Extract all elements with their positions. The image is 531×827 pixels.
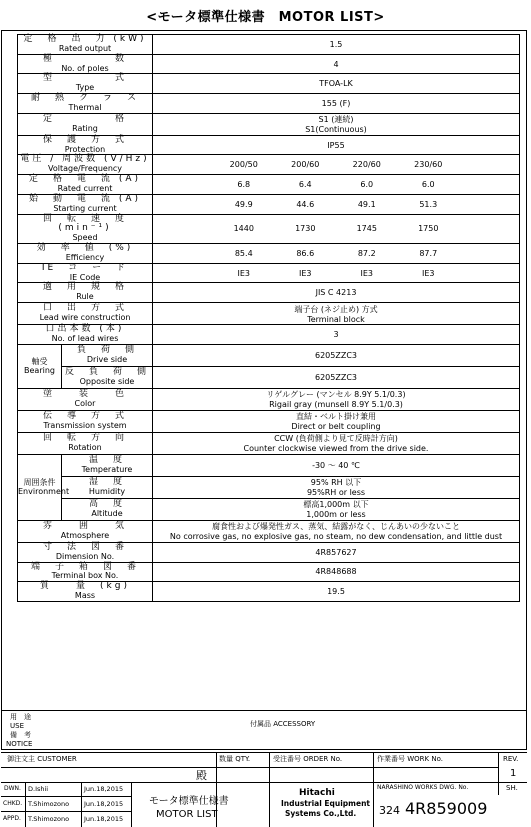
dwn-label: DWN. — [4, 785, 21, 792]
label-en: No. of poles — [61, 63, 109, 73]
value-text: リゲルグレー (マンセル 8.9Y 5.1/0.3) — [266, 390, 406, 400]
row-label — [18, 94, 153, 114]
group-label — [18, 344, 62, 388]
dwn-date: Jun.18,2015 — [84, 785, 124, 793]
value-cell: 220/60 — [352, 160, 381, 170]
row-label — [62, 366, 153, 388]
row-label — [18, 432, 153, 454]
value-text: 端子台 (ネジ止め) 方式 — [294, 304, 378, 314]
value-cell: 6.0 — [421, 179, 435, 189]
row-label — [62, 476, 153, 498]
value-text: IP55 — [327, 140, 345, 150]
value-cell: 6.4 — [298, 179, 312, 189]
spec-row — [18, 388, 520, 410]
row-label — [18, 263, 153, 283]
label-en: Rating — [72, 123, 98, 133]
value-text: 6205ZZC3 — [315, 350, 357, 360]
notice-label-jp: 備 考 — [10, 731, 31, 739]
label-jp: 保 護 方 式 — [42, 134, 127, 145]
label-jp: 極 数 — [42, 53, 127, 64]
label-jp: 始 動 電 流 (A) — [28, 193, 142, 204]
accessory-label: 付属品 ACCESSORY — [250, 720, 316, 728]
value-cell: 49.9 — [234, 199, 253, 209]
value-text-en: S1(Continuous) — [305, 125, 367, 135]
spec-row — [18, 582, 520, 602]
notice-box — [1, 710, 527, 750]
value-text-en: Direct or belt coupling — [291, 422, 381, 432]
row-label — [18, 35, 153, 55]
group-label-jp: 軸受 — [31, 356, 48, 366]
label-en: Speed — [72, 233, 98, 243]
row-value — [153, 74, 520, 94]
value-cell: 200/60 — [291, 160, 320, 170]
spec-row — [18, 344, 520, 366]
value-text: 19.5 — [327, 587, 345, 597]
value-text: 標高1,000m 以下 — [303, 500, 369, 510]
value-cell: 6.8 — [237, 179, 251, 189]
notice-label: NOTICE — [6, 740, 33, 748]
label-jp: IE コ ー ド — [41, 262, 129, 273]
row-value — [153, 476, 520, 498]
value-text: 4R857627 — [315, 547, 357, 557]
value-cell: 87.7 — [419, 248, 438, 258]
label-en: Dimension No. — [55, 551, 115, 561]
row-value — [153, 175, 520, 195]
label-jp: 定 格 電 流 (A) — [28, 174, 142, 185]
row-value — [153, 135, 520, 155]
label-jp: 型 式 — [42, 73, 127, 84]
row-label — [18, 303, 153, 325]
value-text: 直結・ベルト掛け兼用 — [296, 412, 376, 422]
spec-row — [18, 113, 520, 135]
value-text: 6205ZZC3 — [315, 372, 357, 382]
row-value — [153, 520, 520, 542]
spec-row — [18, 303, 520, 325]
row-label — [18, 520, 153, 542]
value-cell: 85.4 — [234, 248, 253, 258]
dwn-name: D.Ishii — [28, 785, 49, 793]
label-en: Rotation — [68, 442, 102, 452]
value-text: -30 ～ 40 ℃ — [312, 460, 360, 470]
spec-row — [18, 498, 520, 520]
row-label — [62, 498, 153, 520]
label-en: Terminal box No. — [51, 571, 119, 581]
label-en: Rule — [76, 292, 94, 302]
label-en: Rated output — [58, 43, 112, 53]
value-cell: 230/60 — [414, 160, 443, 170]
row-value — [153, 366, 520, 388]
row-label — [18, 135, 153, 155]
spec-row — [18, 542, 520, 562]
row-value — [153, 113, 520, 135]
appd-date: Jun.18,2015 — [84, 815, 124, 823]
row-label — [18, 325, 153, 345]
label-jp: 回 転 方 向 — [42, 432, 127, 443]
row-label — [18, 388, 153, 410]
row-value — [153, 562, 520, 582]
label-en: Transmission system — [43, 420, 127, 430]
value-cell: 51.3 — [419, 199, 438, 209]
title-block — [1, 710, 527, 826]
value-text: TFOA-LK — [319, 79, 353, 89]
use-label-jp: 用 途 — [10, 713, 31, 721]
row-value — [153, 582, 520, 602]
label-en: IE Code — [69, 272, 101, 282]
spec-row — [18, 283, 520, 303]
row-label — [18, 562, 153, 582]
row-label — [18, 155, 153, 175]
label-en: Atmosphere — [60, 530, 110, 540]
spec-row — [18, 410, 520, 432]
appd-name: T.Shimozono — [28, 815, 70, 823]
label-jp: 回 転 速 度 (min⁻¹) — [42, 213, 127, 234]
chkd-label: CHKD. — [3, 800, 23, 807]
label-jp: 伝 導 方 式 — [42, 410, 127, 421]
label-en: No. of lead wires — [51, 334, 119, 344]
page-title: <モータ標準仕様書 MOTOR LIST> — [146, 10, 385, 25]
spec-table — [17, 34, 520, 602]
value-cell: IE3 — [360, 268, 373, 278]
value-cell: 1730 — [295, 224, 316, 234]
row-value — [153, 194, 520, 214]
spec-row — [18, 54, 520, 74]
spec-row — [18, 35, 520, 55]
value-text-en: Terminal block — [307, 314, 365, 324]
chkd-date: Jun.18,2015 — [84, 800, 124, 808]
row-value — [153, 410, 520, 432]
label-en: Lead wire construction — [39, 313, 131, 323]
label-jp: 反 負 荷 側 — [64, 366, 149, 377]
label-en: Drive side — [86, 354, 128, 364]
label-jp: 効 率 値 (%) — [36, 243, 134, 254]
row-value — [153, 303, 520, 325]
row-value — [153, 155, 520, 175]
value-cell: 49.1 — [357, 199, 376, 209]
value-text-en: 95%RH or less — [306, 488, 366, 498]
value-cell: IE3 — [237, 268, 250, 278]
label-jp: 塗 装 色 — [42, 388, 127, 399]
value-cell: 87.2 — [357, 248, 376, 258]
row-value — [153, 432, 520, 454]
group-label — [18, 454, 70, 520]
row-label — [18, 410, 153, 432]
label-en: Altitude — [91, 508, 123, 518]
row-label — [18, 113, 153, 135]
dwg-prefix: 324 — [379, 804, 400, 817]
title-block-bottom — [1, 752, 527, 827]
dwg-number: 4R859009 — [405, 799, 488, 818]
label-jp: 湿 度 — [88, 476, 125, 487]
value-cell: 44.6 — [296, 199, 315, 209]
company-name-3: Systems Co.,Ltd. — [285, 809, 357, 818]
value-text-en: No corrosive gas, no explosive gas, no steam, no dew condensation, and little dust — [169, 532, 503, 542]
row-value — [153, 454, 520, 476]
value-text: JIS C 4213 — [315, 288, 357, 298]
label-jp: 高 度 — [88, 498, 125, 509]
row-value — [153, 542, 520, 562]
label-en: Voltage/Frequency — [47, 164, 123, 174]
qty-label: 数量 QTY. — [219, 755, 251, 763]
value-cell: 86.6 — [296, 248, 315, 258]
row-value — [153, 498, 520, 520]
label-jp: 温 度 — [88, 454, 125, 465]
spec-row — [18, 155, 520, 175]
row-label — [18, 74, 153, 94]
rev-label: REV. — [503, 755, 519, 763]
row-label — [18, 54, 153, 74]
value-text: 1.5 — [329, 39, 343, 49]
row-value — [153, 283, 520, 303]
label-en: Humidity — [88, 486, 126, 496]
value-text: S1 (連続) — [318, 115, 354, 125]
label-jp: 口出本数 (本) — [45, 324, 125, 335]
spec-row — [18, 135, 520, 155]
row-value — [153, 35, 520, 55]
label-jp: 質 量 (kg) — [40, 581, 130, 592]
use-label: USE — [10, 722, 24, 730]
label-jp: 定 格 — [42, 113, 127, 124]
value-text: 155 (F) — [321, 98, 351, 108]
value-text: 95% RH 以下 — [310, 478, 362, 488]
row-label — [18, 542, 153, 562]
doc-title-jp: モータ標準仕様書 — [149, 796, 229, 807]
spec-row — [18, 476, 520, 498]
value-cell: 200/50 — [229, 160, 258, 170]
company-name-1: Hitachi — [299, 788, 335, 798]
value-cell: IE3 — [298, 268, 312, 278]
spec-row — [18, 263, 520, 283]
label-en: Efficiency — [65, 252, 105, 262]
row-value — [153, 54, 520, 74]
spec-row — [18, 244, 520, 264]
work-label: 作業番号 WORK No. — [377, 755, 443, 763]
label-en: Temperature — [81, 464, 133, 474]
label-en: Thermal — [68, 102, 102, 112]
spec-row — [18, 94, 520, 114]
order-label: 受注番号 ORDER No. — [273, 755, 343, 763]
label-jp: 定 格 出 力 (kW) — [23, 34, 147, 44]
row-label — [18, 244, 153, 264]
value-text: 腐食性および爆発性ガス、蒸気、結露がなく、じんあいの少ないこと — [211, 522, 461, 532]
spec-row — [18, 325, 520, 345]
row-label — [18, 283, 153, 303]
appd-label: APPD. — [3, 815, 21, 822]
value-text: 4R848688 — [315, 567, 357, 577]
label-jp: 適 用 規 格 — [42, 282, 127, 293]
works-label: NARASHINO WORKS DWG. No. — [377, 784, 469, 791]
label-en: Protection — [64, 144, 106, 154]
value-text: CCW (負荷側より見て反時計方向) — [274, 434, 398, 444]
row-value — [153, 244, 520, 264]
chkd-name: T.Shimozono — [28, 800, 70, 808]
label-jp: 負 荷 側 — [76, 344, 137, 355]
value-text-en: 1,000m or less — [306, 510, 366, 520]
label-jp: 端 子 箱 図 番 — [30, 561, 139, 572]
row-value — [153, 388, 520, 410]
spec-row — [18, 214, 520, 244]
doc-title: MOTOR LIST — [156, 809, 218, 820]
spec-row — [18, 562, 520, 582]
row-value — [153, 344, 520, 366]
label-en: Starting current — [53, 203, 117, 213]
value-cell: 6.0 — [360, 179, 374, 189]
customer-honorific: 殿 — [196, 769, 207, 782]
label-jp: 口 出 方 式 — [42, 303, 127, 314]
group-label-jp: 周囲条件 — [23, 477, 56, 487]
row-label — [18, 582, 153, 602]
label-en: Opposite side — [79, 376, 135, 386]
label-en: Type — [75, 83, 95, 93]
value-cell: 1440 — [233, 224, 254, 234]
group-label-en: Bearing — [24, 366, 55, 376]
sheet-label: SH. — [506, 784, 518, 792]
row-value — [153, 263, 520, 283]
row-label — [18, 194, 153, 214]
label-en: Color — [74, 398, 96, 408]
rev-value: 1 — [510, 768, 517, 779]
spec-row — [18, 454, 520, 476]
spec-row — [18, 520, 520, 542]
value-text: 4 — [333, 59, 339, 69]
spec-row — [18, 74, 520, 94]
spec-row — [18, 432, 520, 454]
label-en: Rated current — [57, 184, 113, 194]
value-cell: IE3 — [421, 268, 435, 278]
label-en: Mass — [74, 591, 96, 601]
label-jp: 耐 熱 ク ラ ス — [30, 93, 139, 104]
row-label — [18, 214, 153, 244]
row-value — [153, 325, 520, 345]
spec-row — [18, 194, 520, 214]
row-label — [18, 175, 153, 195]
value-text-en: Rigail gray (munsell 8.9Y 5.1/0.3) — [269, 400, 403, 410]
label-jp: 雰 囲 気 — [42, 520, 127, 531]
row-label — [62, 454, 153, 476]
value-text: 3 — [333, 329, 339, 339]
company-name-2: Industrial Equipment — [281, 799, 370, 808]
value-cell: 1750 — [418, 224, 439, 234]
spec-row — [18, 366, 520, 388]
customer-label: 御注文主 CUSTOMER — [7, 755, 77, 763]
group-label-en: Environment — [18, 487, 70, 497]
value-text-en: Counter clockwise viewed from the drive side. — [243, 444, 429, 454]
value-cell: 1745 — [356, 224, 377, 234]
row-value — [153, 214, 520, 244]
row-label — [62, 344, 153, 366]
label-jp: 電圧 / 周波数 (V/Hz) — [20, 154, 150, 165]
row-value — [153, 94, 520, 114]
label-jp: 寸 法 図 番 — [42, 541, 127, 552]
spec-row — [18, 175, 520, 195]
